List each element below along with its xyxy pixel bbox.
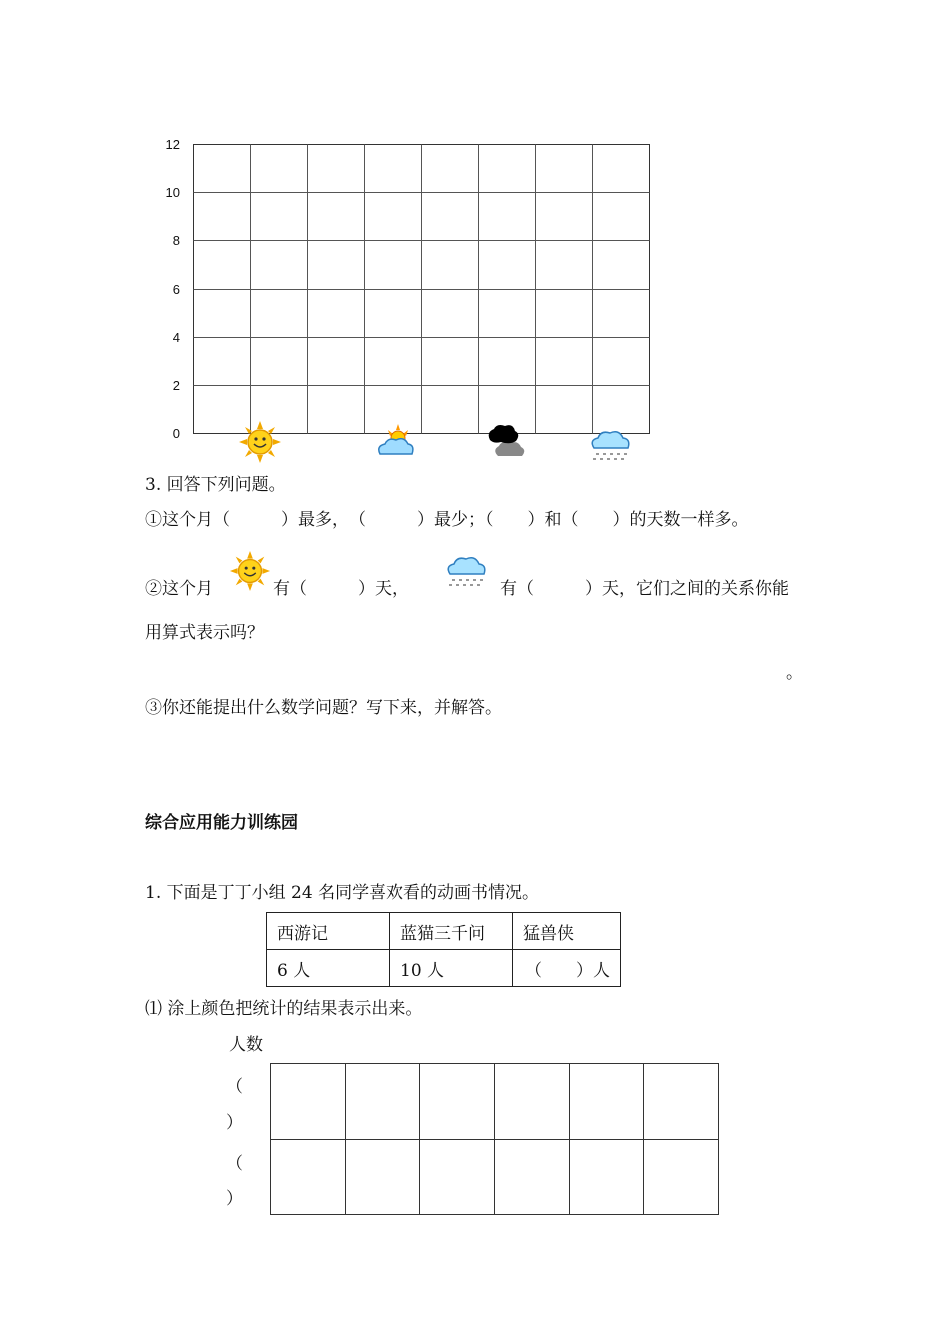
table-cell: 西游记	[267, 913, 390, 950]
table-cell: （ ）人	[513, 950, 621, 987]
chart2-ylabel: 人数	[229, 1035, 263, 1055]
table-cell: 6 人	[267, 950, 390, 987]
y-tick-label: 8	[172, 233, 180, 248]
y-tick-label: 6	[172, 282, 180, 297]
sun-icon	[238, 420, 282, 464]
y-label-paren-open: （	[226, 1154, 243, 1174]
p1-sub1: ⑴ 涂上颜色把统计的结果表示出来。	[145, 999, 423, 1019]
q3-line2-c: 有（ ）天，它们之间的关系你能	[500, 579, 789, 599]
y-label-paren-close: ）	[226, 1113, 243, 1133]
snow-cloud-icon	[444, 552, 488, 590]
table-header-row	[267, 913, 621, 950]
q3-line5: ③你还能提出什么数学问题？写下来，并解答。	[145, 698, 502, 718]
y-tick-label: 2	[172, 378, 180, 393]
q3-line2-b: 有（ ）天，	[273, 579, 409, 599]
q3-heading: 3. 回答下列问题。	[145, 475, 286, 495]
table-cell: 10 人	[390, 950, 513, 987]
blank-bar-chart-grid	[270, 1063, 720, 1216]
q3-line1: ①这个月（ ）最多， （ ）最少；（ ）和（ ）的天数一样多。	[145, 510, 749, 530]
q3-line2-a: ②这个月	[145, 579, 213, 599]
y-tick-label: 12	[165, 137, 180, 152]
snow-cloud-icon	[588, 426, 632, 464]
favorite-books-table	[266, 912, 621, 987]
y-label-paren-close: ）	[226, 1189, 243, 1209]
table-cell: 蓝猫三千问	[390, 913, 513, 950]
q3-line3: 用算式表示吗？	[145, 623, 264, 643]
sun-icon	[229, 550, 271, 592]
p1-heading: 1. 下面是丁丁小组 24 名同学喜欢看的动画书情况。	[145, 883, 540, 903]
sun-cloud-icon	[374, 424, 416, 460]
chart-grid	[192, 143, 652, 435]
dark-cloud-icon	[486, 422, 528, 458]
table-row	[267, 950, 621, 987]
table-cell: 猛兽侠	[513, 913, 621, 950]
y-tick-label: 0	[172, 426, 180, 441]
q3-line4-end: 。	[786, 663, 803, 683]
section-title: 综合应用能力训练园	[145, 813, 298, 833]
y-tick-label: 4	[172, 330, 180, 345]
y-tick-label: 10	[165, 185, 180, 200]
y-label-paren-open: （	[226, 1077, 243, 1097]
